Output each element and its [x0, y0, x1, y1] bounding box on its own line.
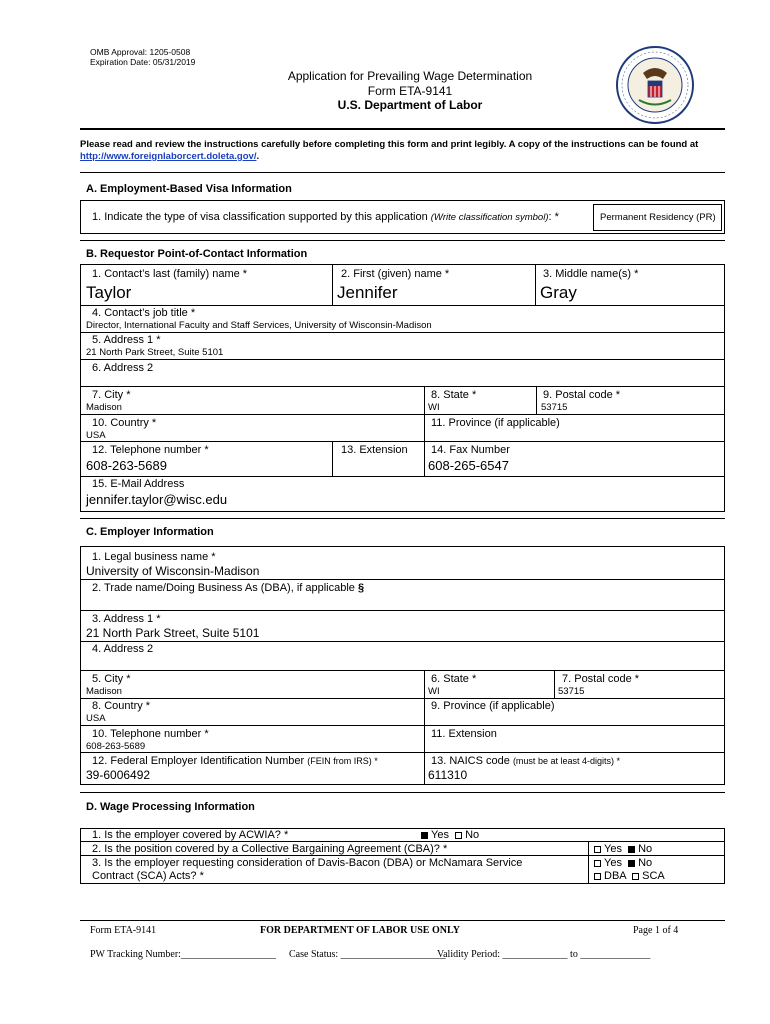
instructions-link[interactable]: http://www.foreignlaborcert.doleta.gov/ [80, 151, 257, 162]
sca-checkbox[interactable] [632, 873, 639, 880]
dba-sca-no-checkbox[interactable] [628, 860, 635, 867]
cba-no-checkbox[interactable] [628, 846, 635, 853]
contact-address1-value[interactable]: 21 North Park Street, Suite 5101 [86, 347, 224, 358]
naics-value[interactable]: 611310 [428, 768, 468, 782]
section-d-heading: D. Wage Processing Information [86, 801, 255, 813]
contact-address1-label: 5. Address 1 * [92, 334, 161, 346]
fein-value[interactable]: 39-6006492 [86, 768, 151, 782]
acwia-yes-checkbox[interactable] [421, 832, 428, 839]
footer-page-number: Page 1 of 4 [633, 925, 679, 936]
expiration-date: Expiration Date: 05/31/2019 [90, 57, 196, 67]
employer-province-label: 9. Province (if applicable) [431, 700, 555, 712]
contact-extension-label: 13. Extension [341, 444, 408, 456]
footer-tracking-number: PW Tracking Number:___________________ [90, 949, 276, 960]
contact-address2-label: 6. Address 2 [92, 362, 154, 374]
instructions-text: Please read and review the instructions carefully before completing this form and print legibly. A copy of the instructions can be found at http://www.foreignlaborcert.doleta.gov/. [80, 139, 699, 162]
employer-extension-label: 11. Extension [431, 728, 497, 740]
employer-country-value[interactable]: USA [86, 713, 106, 724]
footer-form-number: Form ETA-9141 [90, 925, 157, 936]
visa-classification-value: Permanent Residency (PR) [600, 212, 716, 223]
department-name: U.S. Department of Labor [337, 98, 483, 112]
employer-state-value[interactable]: WI [428, 686, 440, 697]
contact-postal-label: 9. Postal code * [543, 389, 621, 401]
cba-yes-checkbox[interactable] [594, 846, 601, 853]
contact-middle-name-label: 3. Middle name(s) * [543, 268, 639, 280]
dba-sca-question-line2: Contract (SCA) Acts? * [92, 870, 204, 882]
employer-legal-name-value[interactable]: University of Wisconsin-Madison [86, 564, 260, 578]
contact-postal-value[interactable]: 53715 [541, 402, 568, 413]
dol-seal-icon [615, 45, 695, 125]
footer-dol-use-only: FOR DEPARTMENT OF LABOR USE ONLY [260, 925, 460, 936]
job-title-label: 4. Contact’s job title * [92, 307, 196, 319]
contact-last-name-value[interactable]: Taylor [86, 283, 132, 302]
acwia-question: 1. Is the employer covered by ACWIA? * [92, 829, 289, 841]
cba-question: 2. Is the position covered by a Collective Bargaining Agreement (CBA)? * [92, 843, 448, 855]
contact-city-label: 7. City * [92, 389, 131, 401]
section-a-heading: A. Employment-Based Visa Information [86, 183, 292, 195]
contact-email-value[interactable]: jennifer.taylor@wisc.edu [86, 492, 228, 507]
cba-options: Yes No [594, 843, 652, 855]
acwia-no-checkbox[interactable] [455, 832, 462, 839]
employer-phone-label: 10. Telephone number * [92, 728, 209, 740]
employer-phone-value[interactable]: 608-263-5689 [86, 741, 146, 752]
employer-city-value[interactable]: Madison [86, 686, 122, 697]
contact-state-value[interactable]: WI [428, 402, 440, 413]
employer-legal-name-label: 1. Legal business name * [92, 551, 216, 563]
fein-label: 12. Federal Employer Identification Number (FEIN from IRS) * [92, 755, 378, 767]
contact-country-value[interactable]: USA [86, 430, 106, 441]
section-c-heading: C. Employer Information [86, 526, 214, 538]
contact-city-value[interactable]: Madison [86, 402, 122, 413]
section-b-heading: B. Requestor Point-of-Contact Information [86, 248, 308, 260]
contact-phone-label: 12. Telephone number * [92, 444, 209, 456]
contact-fax-value[interactable]: 608-265-6547 [428, 458, 509, 473]
job-title-value[interactable]: Director, International Faculty and Staff Services, University of Wisconsin-Madison [86, 320, 432, 331]
omb-approval: OMB Approval: 1205-0508 [90, 47, 191, 57]
contact-fax-label: 14. Fax Number [431, 444, 510, 456]
employer-address1-value[interactable]: 21 North Park Street, Suite 5101 [86, 626, 260, 640]
contact-state-label: 8. State * [431, 389, 477, 401]
acwia-options: Yes No [421, 829, 479, 841]
contact-country-label: 10. Country * [92, 417, 157, 429]
dba-sca-yes-no-options: Yes No [594, 857, 652, 869]
dba-sca-type-options: DBA SCA [594, 870, 665, 882]
employer-address2-label: 4. Address 2 [92, 643, 154, 655]
section-b-box [80, 264, 725, 512]
contact-first-name-label: 2. First (given) name * [341, 268, 450, 280]
employer-address1-label: 3. Address 1 * [92, 613, 161, 625]
employer-postal-value[interactable]: 53715 [558, 686, 585, 697]
employer-trade-name-label: 2. Trade name/Doing Business As (DBA), if applicable § [92, 582, 365, 594]
form-title: Application for Prevailing Wage Determination [287, 69, 533, 83]
contact-phone-value[interactable]: 608-263-5689 [86, 458, 167, 473]
employer-country-label: 8. Country * [92, 700, 151, 712]
naics-label: 13. NAICS code (must be at least 4-digits) * [431, 755, 620, 767]
contact-email-label: 15. E-Mail Address [92, 478, 185, 490]
footer-case-status: Case Status: _____________________ [289, 949, 446, 960]
footer-validity-period: Validity Period: _____________ to ______________ [437, 949, 651, 960]
employer-postal-label: 7. Postal code * [562, 673, 640, 685]
employer-city-label: 5. City * [92, 673, 131, 685]
visa-question: 1. Indicate the type of visa classification supported by this application (Write classification symbol): * [92, 211, 559, 223]
employer-state-label: 6. State * [431, 673, 477, 685]
contact-first-name-value[interactable]: Jennifer [337, 283, 398, 302]
contact-last-name-label: 1. Contact’s last (family) name * [92, 268, 248, 280]
dba-sca-yes-checkbox[interactable] [594, 860, 601, 867]
dba-sca-question-line1: 3. Is the employer requesting consideration of Davis-Bacon (DBA) or McNamara Service [92, 857, 523, 869]
form-number: Form ETA-9141 [367, 84, 453, 98]
dba-checkbox[interactable] [594, 873, 601, 880]
contact-middle-name-value[interactable]: Gray [540, 283, 577, 302]
contact-province-label: 11. Province (if applicable) [431, 417, 560, 429]
